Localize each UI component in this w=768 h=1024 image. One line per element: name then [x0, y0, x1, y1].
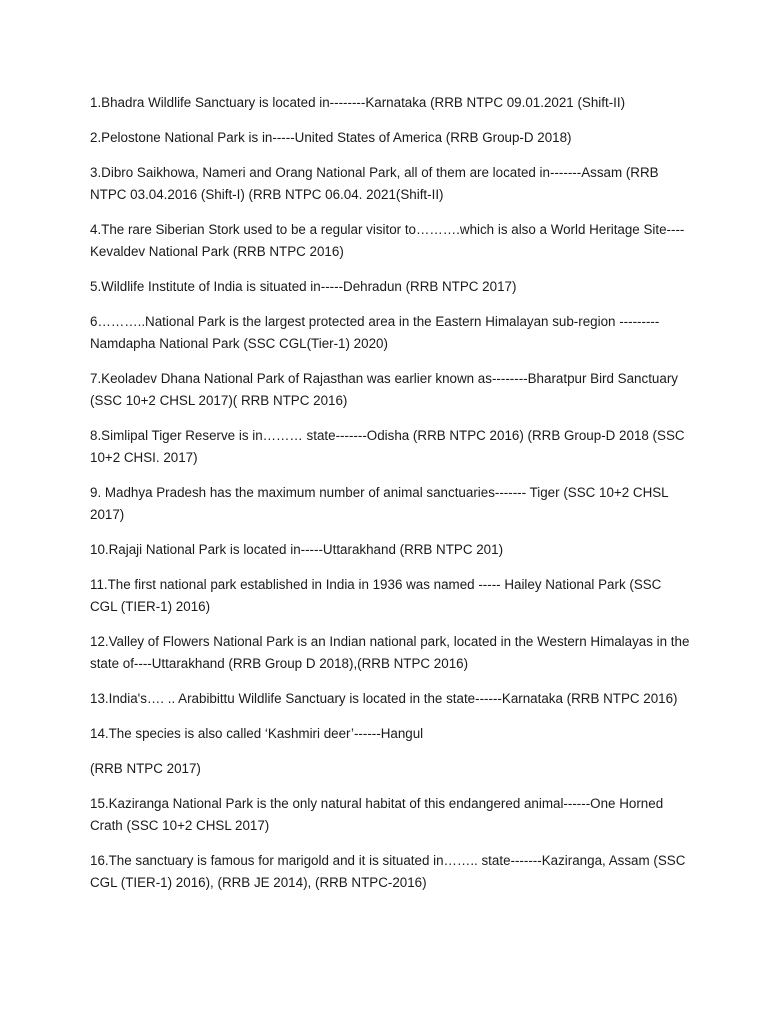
question-6: 6………..National Park is the largest protected area in the Eastern Himalayan sub-region ---------Namdapha National Park (SSC CGL(Tier-1) 2020): [90, 314, 660, 351]
question-11: 11.The first national park established in India in 1936 was named ----- Hailey National Park (SSC CGL (TIER-1) 2016): [90, 577, 662, 614]
question-10: 10.Rajaji National Park is located in-----Uttarakhand (RRB NTPC 201): [90, 542, 504, 557]
question-2: 2.Pelostone National Park is in-----United States of America (RRB Group-D 2018): [90, 130, 572, 145]
question-7: 7.Keoladev Dhana National Park of Rajasthan was earlier known as--------Bharatpur Bird Sanctuary (SSC 10+2 CHSL 2017)( RRB NTPC 2016): [90, 371, 678, 408]
question-14-source: (RRB NTPC 2017): [90, 761, 201, 776]
question-4: 4.The rare Siberian Stork used to be a regular visitor to……….which is also a World Heritage Site----Kevaldev National Park (RRB NTPC 2016): [90, 222, 685, 259]
question-9: 9. Madhya Pradesh has the maximum number of animal sanctuaries------- Tiger (SSC 10+2 CHSL 2017): [90, 485, 669, 522]
question-3: 3.Dibro Saikhowa, Nameri and Orang National Park, all of them are located in-------Assam (RRB NTPC 03.04.2016 (Shift-I) (RRB NTPC 06.04. 2021(Shift-II): [90, 165, 659, 202]
question-15: 15.Kaziranga National Park is the only natural habitat of this endangered animal------One Horned Crath (SSC 10+2 CHSL 2017): [90, 796, 664, 833]
question-14: 14.The species is also called ‘Kashmiri deer’------Hangul: [90, 726, 424, 741]
question-13: 13.India's…. .. Arabibittu Wildlife Sanctuary is located in the state------Karnataka (RRB NTPC 2016): [90, 691, 678, 706]
question-8: 8.Simlipal Tiger Reserve is in……… state-------Odisha (RRB NTPC 2016) (RRB Group-D 2018 (SSC 10+2 CHSI. 2017): [90, 428, 685, 465]
question-1: 1.Bhadra Wildlife Sanctuary is located in--------Karnataka (RRB NTPC 09.01.2021 (Shift-II): [90, 95, 626, 110]
question-12: 12.Valley of Flowers National Park is an Indian national park, located in the Western Himalayas in the state of----Uttarakhand (RRB Group D 2018),(RRB NTPC 2016): [90, 634, 690, 671]
question-16: 16.The sanctuary is famous for marigold and it is situated in…….. state-------Kaziranga, Assam (SSC CGL (TIER-1) 2016), (RRB JE 2014), (RRB NTPC-2016): [90, 853, 686, 890]
document-body: [90, 92, 690, 907]
question-5: 5.Wildlife Institute of India is situated in-----Dehradun (RRB NTPC 2017): [90, 279, 517, 294]
